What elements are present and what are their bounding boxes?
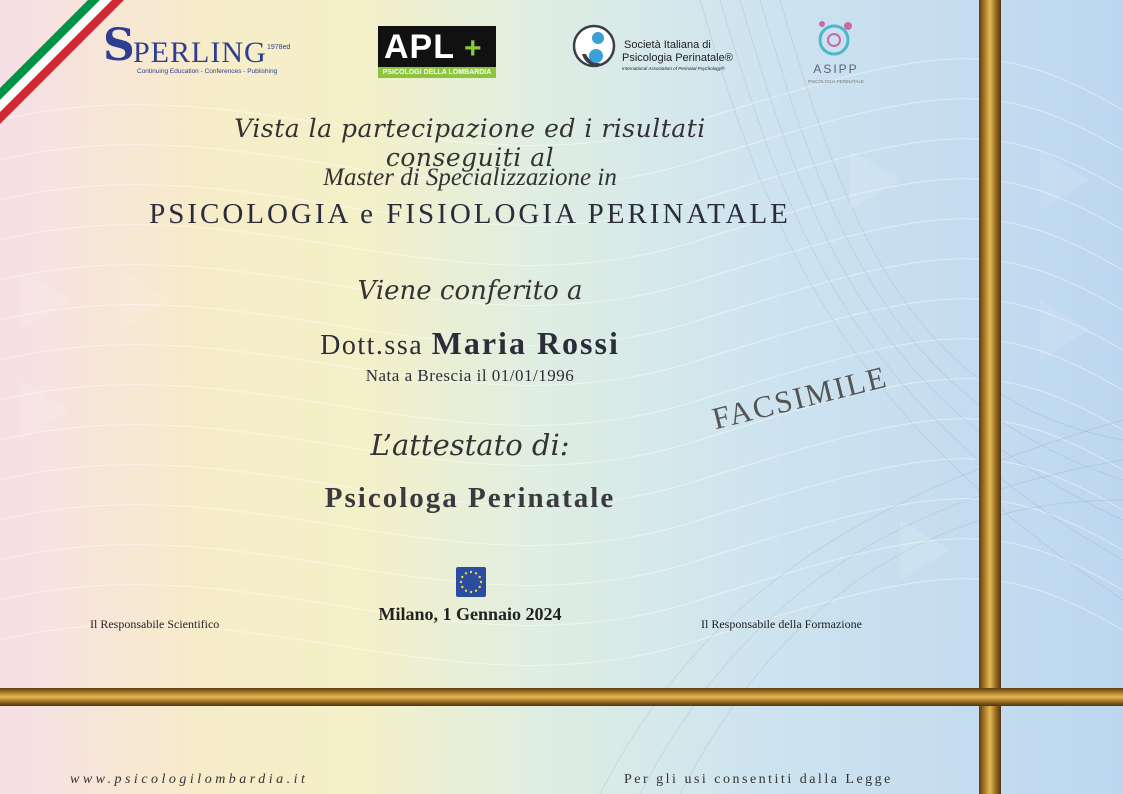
attestato-label: L’attestato di: [370, 428, 570, 462]
legal-note: Per gli usi consentiti dalla Legge [624, 772, 893, 787]
course-name: PSICOLOGIA e FISIOLOGIA PERINATALE [149, 198, 791, 230]
responsabile-scientifico-label: Il Responsabile Scientifico [90, 617, 220, 631]
place-date: Milano, 1 Gennaio 2024 [378, 604, 562, 624]
certificate-intro: Vista la partecipazione ed i risultati conseguiti al [234, 114, 706, 172]
sip-logo-line3: International Association of Perinatal Psychology® [622, 66, 725, 71]
apl-logo-name: APL [384, 28, 455, 66]
sip-logo [572, 24, 742, 82]
sperling-logo [103, 20, 291, 80]
asipp-logo-name: ASIPP [813, 62, 859, 76]
master-title: Master di Specializzazione in [323, 164, 617, 191]
sperling-tagline: Continuing Education - Conferences - Publishing [137, 68, 278, 75]
awarded-role: Psicologa Perinatale [324, 482, 616, 514]
sip-logo-line2: Psicologia Perinatale® [622, 52, 733, 64]
asipp-emblem-icon [800, 18, 872, 62]
sip-logo-line1: Società Italiana di [624, 39, 711, 51]
website-link[interactable]: www.psicologilombardia.it [70, 772, 309, 787]
gold-vertical-bar [979, 0, 1001, 794]
gold-horizontal-bar [0, 688, 1123, 706]
sperling-logo-name: PERLING [133, 36, 267, 69]
recipient-line [230, 325, 710, 362]
eu-flag-icon [456, 567, 486, 597]
asipp-logo [800, 18, 872, 90]
responsabile-formazione-label: Il Responsabile della Formazione [701, 617, 862, 631]
mother-child-icon [572, 24, 620, 80]
sperling-logo-year: 1978ed [267, 44, 291, 51]
recipient-birth: Nata a Brescia il 01/01/1996 [365, 366, 575, 385]
sperling-logo-initial: S [103, 20, 135, 71]
apl-logo-subtitle: PSICOLOGI DELLA LOMBARDIA [378, 67, 496, 78]
asipp-logo-subtitle: PSICOLOGIA PERINATALE [807, 79, 865, 84]
conferred-label: Viene conferito a [357, 276, 583, 306]
recipient-title: Dott.ssa [320, 330, 424, 361]
facsimile-watermark: FACSIMILE [708, 358, 892, 437]
recipient-name: Maria Rossi [431, 325, 620, 361]
apl-plus-icon: + [464, 32, 482, 65]
apl-logo [378, 26, 496, 78]
